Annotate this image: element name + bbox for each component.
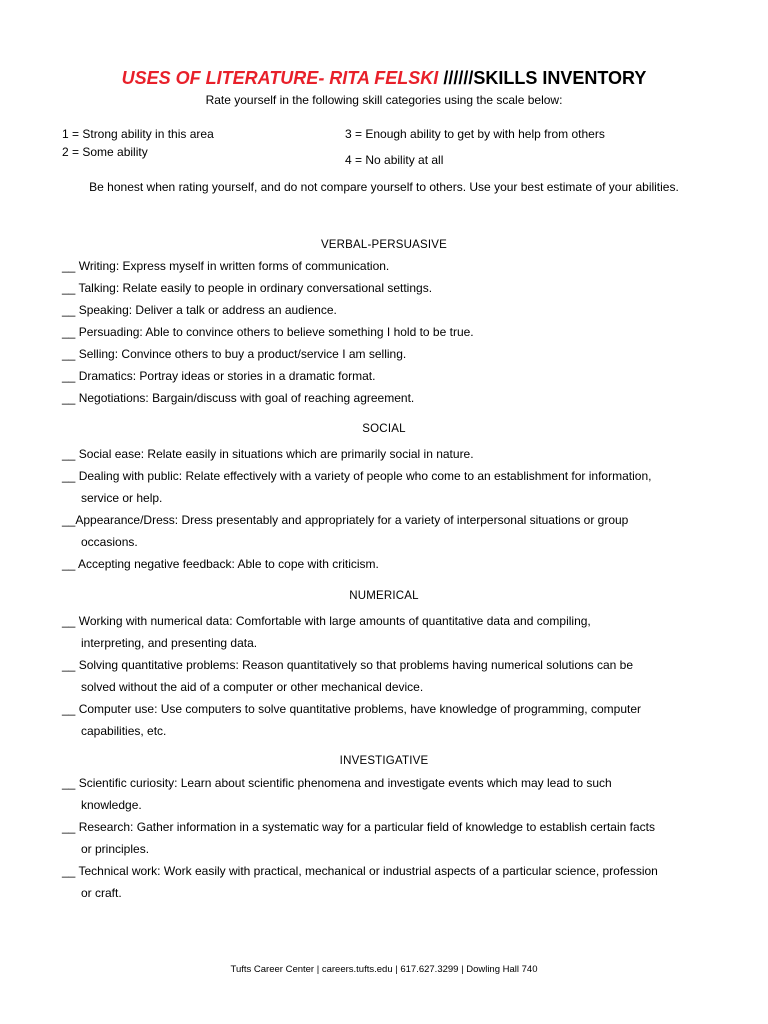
rating-blank[interactable]: __ xyxy=(62,469,76,483)
title-inventory: //////SKILLS INVENTORY xyxy=(443,68,647,88)
skill-term: Selling: xyxy=(78,347,119,361)
skill-item xyxy=(62,277,712,299)
skill-item xyxy=(62,299,712,321)
skill-term: Technical work: xyxy=(78,864,161,878)
section-heading-investigative: INVESTIGATIVE xyxy=(339,755,429,767)
skill-item xyxy=(62,772,712,816)
skill-description: Relate easily in situations which are primarily social in nature. xyxy=(147,447,474,461)
skill-description: Express myself in written forms of communication. xyxy=(122,259,390,273)
scale-level-4: 4 = No ability at all xyxy=(345,153,444,167)
rating-blank[interactable]: __ xyxy=(62,325,76,339)
skill-item xyxy=(62,654,712,698)
title-course: USES OF LITERATURE- RITA FELSKI xyxy=(121,68,439,88)
rating-blank[interactable]: __ xyxy=(62,447,76,461)
section-heading-social: SOCIAL xyxy=(362,423,406,435)
skill-term: Persuading: xyxy=(78,325,143,339)
section-heading-numerical: NUMERICAL xyxy=(349,590,419,602)
skill-item xyxy=(62,610,712,654)
skill-description: Work easily with practical, mechanical or industrial aspects of a particular science, profession xyxy=(163,864,658,878)
skill-description: Learn about scientific phenomena and investigate events which may lead to such xyxy=(180,776,612,790)
skill-description: Bargain/discuss with goal of reaching agreement. xyxy=(152,391,415,405)
skill-description: Relate easily to people in ordinary conversational settings. xyxy=(122,281,433,295)
page-title xyxy=(0,66,768,90)
skill-description: Portray ideas or stories in a dramatic format. xyxy=(139,369,376,383)
rating-blank[interactable]: __ xyxy=(62,369,76,383)
skill-description: Deliver a talk or address an audience. xyxy=(135,303,337,317)
skill-item xyxy=(62,465,712,509)
skill-description: Reason quantitatively so that problems having numerical solutions can be xyxy=(242,658,634,672)
skill-description-continued: service or help. xyxy=(81,491,163,505)
skill-term: Speaking: xyxy=(78,303,133,317)
skill-term: Negotiations: xyxy=(78,391,149,405)
skill-item xyxy=(62,443,712,465)
rating-blank[interactable]: __ xyxy=(62,391,76,405)
skill-description: Dress presentably and appropriately for a variety of interpersonal situations or group xyxy=(181,513,629,527)
skill-item xyxy=(62,698,712,742)
skill-term: Solving quantitative problems: xyxy=(78,658,239,672)
rating-blank[interactable]: __ xyxy=(62,614,76,628)
skill-description: Relate effectively with a variety of people who come to an establishment for information, xyxy=(185,469,652,483)
skill-term: Social ease: xyxy=(78,447,145,461)
skill-item xyxy=(62,387,712,409)
skill-description-continued: interpreting, and presenting data. xyxy=(81,636,258,650)
skill-item xyxy=(62,553,712,575)
skill-item xyxy=(62,509,712,553)
page-footer: Tufts Career Center | careers.tufts.edu | 617.627.3299 | Dowling Hall 740 xyxy=(230,964,538,975)
skill-description: Gather information in a systematic way for a particular field of knowledge to establish certain facts xyxy=(136,820,655,834)
rating-blank[interactable]: __ xyxy=(62,303,76,317)
skill-description-continued: or principles. xyxy=(81,842,150,856)
rating-blank[interactable]: __ xyxy=(62,513,76,527)
rating-blank[interactable]: __ xyxy=(62,347,76,361)
skill-term: Accepting negative feedback: xyxy=(78,557,235,571)
subtitle: Rate yourself in the following skill categories using the scale below: xyxy=(205,93,563,107)
skill-item xyxy=(62,255,712,277)
skill-description-continued: solved without the aid of a computer or other mechanical device. xyxy=(81,680,424,694)
skill-term: Appearance/Dress: xyxy=(75,513,179,527)
section-heading-verbal: VERBAL-PERSUASIVE xyxy=(320,239,448,251)
skill-description-continued: occasions. xyxy=(81,535,138,549)
skill-term: Writing: xyxy=(78,259,120,273)
rating-blank[interactable]: __ xyxy=(62,281,76,295)
instructions: Be honest when rating yourself, and do not compare yourself to others. Use your best estimate of your abilities. xyxy=(89,180,679,194)
rating-blank[interactable]: __ xyxy=(62,557,76,571)
rating-blank[interactable]: __ xyxy=(62,259,76,273)
skill-description-continued: capabilities, etc. xyxy=(81,724,167,738)
skill-term: Research: xyxy=(78,820,134,834)
skill-term: Dealing with public: xyxy=(78,469,183,483)
rating-blank[interactable]: __ xyxy=(62,820,76,834)
rating-blank[interactable]: __ xyxy=(62,776,76,790)
rating-blank[interactable]: __ xyxy=(62,864,76,878)
scale-level-3: 3 = Enough ability to get by with help from others xyxy=(345,127,605,141)
skill-description: Use computers to solve quantitative problems, have knowledge of programming, computer xyxy=(160,702,641,716)
skill-description: Able to convince others to believe something I hold to be true. xyxy=(145,325,474,339)
skill-term: Computer use: xyxy=(78,702,158,716)
skill-item xyxy=(62,343,712,365)
skill-description-continued: or craft. xyxy=(81,886,122,900)
skill-term: Working with numerical data: xyxy=(78,614,233,628)
skill-item xyxy=(62,321,712,343)
rating-blank[interactable]: __ xyxy=(62,658,76,672)
skill-description: Convince others to buy a product/service I am selling. xyxy=(121,347,407,361)
skill-description: Comfortable with large amounts of quantitative data and compiling, xyxy=(235,614,591,628)
skill-term: Dramatics: xyxy=(78,369,137,383)
scale-level-2: 2 = Some ability xyxy=(62,145,148,159)
skill-description-continued: knowledge. xyxy=(81,798,142,812)
skill-item xyxy=(62,860,712,904)
skill-item xyxy=(62,816,712,860)
skill-description: Able to cope with criticism. xyxy=(237,557,379,571)
skill-item xyxy=(62,365,712,387)
skill-term: Scientific curiosity: xyxy=(78,776,178,790)
scale-level-1: 1 = Strong ability in this area xyxy=(62,127,214,141)
skill-term: Talking: xyxy=(78,281,120,295)
rating-blank[interactable]: __ xyxy=(62,702,76,716)
